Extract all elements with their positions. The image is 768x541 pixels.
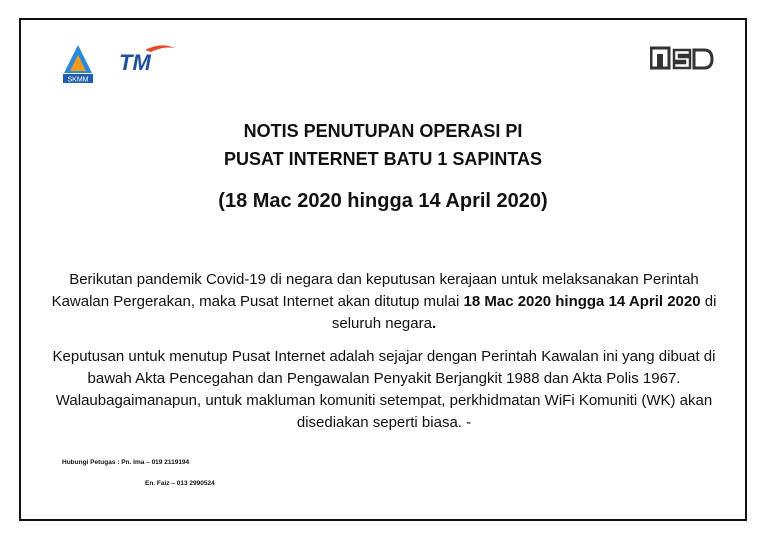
contact-line-ima: Hubungi Petugas : Pn. Ima – 019 2119194 [62, 459, 190, 466]
svg-text:SKMM: SKMM [67, 76, 89, 84]
announcement-paragraph [50, 269, 718, 335]
svg-text:TM: TM [119, 50, 151, 75]
contact-line-faiz: En. Faiz – 013 2990524 [145, 480, 215, 487]
paragraph-text: di seluruh negara [331, 293, 717, 332]
notice-date-range: (18 Mac 2020 hingga 14 April 2020) [218, 190, 548, 212]
paragraph-period: . [431, 315, 437, 332]
tm-logo [117, 42, 177, 76]
skmm-logo [62, 43, 94, 85]
closure-dates: 18 Mac 2020 hingga 14 April 2020 [463, 293, 701, 310]
notice-subtitle: PUSAT INTERNET BATU 1 SAPINTAS [223, 149, 542, 169]
msd-logo [650, 44, 714, 72]
paragraph-text: Berikutan pandemik Covid-19 di negara dan keputusan kerajaan untuk melaksanakan Perintah Kawalan Pergerakan, maka Pusat Internet akan ditutup mulai [51, 271, 699, 310]
decision-paragraph: Keputusan untuk menutup Pusat Internet adalah sejajar dengan Perintah Kawalan ini yang dibuat di bawah Akta Pencegahan dan Pengawalan Penyakit Berjangkit 1988 dan Akta Polis 1967. Walaubagaimanapun, untuk makluman komuniti setempat, perkhidmatan WiFi Komuniti (WK) akan disediakan seperti biasa. - [52, 348, 716, 431]
notice-title: NOTIS PENUTUPAN OPERASI PI [243, 121, 523, 141]
